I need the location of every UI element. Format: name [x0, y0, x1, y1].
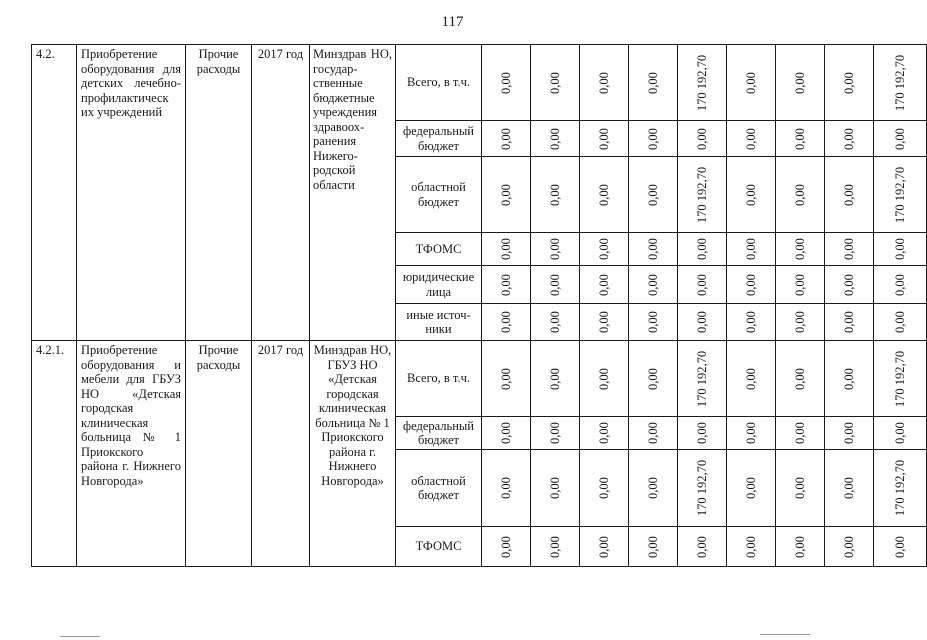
- amount-cell: [678, 45, 727, 121]
- amount-value: 0,00: [743, 183, 758, 206]
- table-row: [32, 341, 927, 417]
- amount-cell: [776, 233, 825, 266]
- amount-cell: [482, 450, 531, 527]
- amount-value: 0,00: [743, 535, 758, 558]
- table-row: [32, 45, 927, 121]
- amount-cell: [482, 304, 531, 341]
- amount-value: 0,00: [645, 477, 660, 499]
- amount-cell: [874, 266, 927, 304]
- amount-value: 0,00: [792, 71, 807, 94]
- amount-value: 0,00: [498, 535, 513, 558]
- amount-cell: [482, 233, 531, 266]
- amount-value: 0,00: [645, 535, 660, 558]
- amount-value: 0,00: [645, 127, 660, 150]
- amount-cell: [678, 233, 727, 266]
- amount-value: 0,00: [743, 238, 758, 260]
- amount-value: 0,00: [498, 71, 513, 94]
- amount-value: 0,00: [892, 238, 907, 260]
- budget-table: [31, 44, 927, 567]
- amount-cell: [629, 417, 678, 450]
- amount-cell: [531, 341, 580, 417]
- amount-cell: [825, 266, 874, 304]
- amount-cell: [776, 417, 825, 450]
- item-code: 4.2.1.: [32, 341, 77, 567]
- amount-value: 0,00: [547, 367, 562, 390]
- amount-cell: [874, 450, 927, 527]
- amount-cell: [482, 157, 531, 233]
- amount-cell: [874, 304, 927, 341]
- amount-cell: [482, 121, 531, 157]
- amount-cell: [825, 417, 874, 450]
- amount-value: 0,00: [547, 422, 562, 444]
- amount-cell: [629, 266, 678, 304]
- amount-value: 0,00: [596, 71, 611, 94]
- amount-value: 0,00: [498, 273, 513, 296]
- amount-cell: [825, 304, 874, 341]
- amount-value: 0,00: [792, 311, 807, 333]
- amount-value: 0,00: [596, 183, 611, 206]
- amount-value: 0,00: [547, 311, 562, 333]
- amount-value: 0,00: [841, 273, 856, 296]
- amount-cell: [580, 266, 629, 304]
- amount-value: 0,00: [596, 238, 611, 260]
- amount-value: 0,00: [498, 311, 513, 333]
- amount-cell: [874, 527, 927, 567]
- amount-cell: [678, 266, 727, 304]
- amount-cell: [580, 304, 629, 341]
- amount-value: 0,00: [645, 71, 660, 94]
- amount-cell: [580, 450, 629, 527]
- funding-source: областной бюджет: [396, 157, 482, 233]
- amount-cell: [580, 527, 629, 567]
- funding-source: юридические лица: [396, 266, 482, 304]
- amount-value: 0,00: [694, 311, 709, 333]
- amount-cell: [874, 45, 927, 121]
- amount-cell: [776, 341, 825, 417]
- funding-source: ТФОМС: [396, 527, 482, 567]
- amount-cell: [727, 417, 776, 450]
- amount-value: 0,00: [841, 367, 856, 390]
- amount-cell: [629, 233, 678, 266]
- amount-cell: [678, 417, 727, 450]
- amount-cell: [727, 527, 776, 567]
- amount-value: 0,00: [596, 127, 611, 150]
- amount-value: 0,00: [694, 238, 709, 260]
- amount-value: 0,00: [694, 127, 709, 150]
- amount-value: 0,00: [547, 273, 562, 296]
- amount-value: 0,00: [841, 535, 856, 558]
- amount-value: 0,00: [547, 71, 562, 94]
- funding-source: федеральный бюджет: [396, 417, 482, 450]
- amount-cell: [482, 341, 531, 417]
- page-number: 117: [441, 14, 464, 30]
- amount-cell: [825, 121, 874, 157]
- amount-cell: [874, 233, 927, 266]
- scan-artifact: [760, 634, 810, 635]
- amount-value: 0,00: [841, 127, 856, 150]
- funding-source: Всего, в т.ч.: [396, 341, 482, 417]
- amount-value: 0,00: [498, 238, 513, 260]
- amount-cell: [482, 417, 531, 450]
- amount-value: 0,00: [645, 422, 660, 444]
- amount-value: 170 192,70: [892, 166, 907, 223]
- amount-cell: [580, 341, 629, 417]
- amount-cell: [678, 304, 727, 341]
- amount-value: 0,00: [547, 238, 562, 260]
- amount-cell: [776, 121, 825, 157]
- amount-cell: [629, 157, 678, 233]
- amount-value: 0,00: [743, 367, 758, 390]
- amount-value: 0,00: [792, 367, 807, 390]
- amount-value: 0,00: [792, 273, 807, 296]
- scan-artifact: [60, 636, 100, 637]
- amount-value: 0,00: [498, 367, 513, 390]
- amount-value: 0,00: [892, 311, 907, 333]
- amount-cell: [482, 45, 531, 121]
- amount-cell: [531, 417, 580, 450]
- amount-cell: [531, 450, 580, 527]
- amount-cell: [776, 304, 825, 341]
- responsible-party: Минздрав НО, ГБУЗ НО «Детская городская клиническая больница № 1 Приокского района г. Нижнего Новгорода»: [310, 341, 396, 567]
- amount-cell: [825, 341, 874, 417]
- amount-value: 0,00: [841, 71, 856, 94]
- amount-value: 0,00: [841, 422, 856, 444]
- amount-cell: [678, 157, 727, 233]
- amount-cell: [531, 233, 580, 266]
- amount-value: 0,00: [498, 422, 513, 444]
- amount-cell: [776, 157, 825, 233]
- amount-cell: [727, 45, 776, 121]
- amount-cell: [531, 45, 580, 121]
- amount-cell: [825, 233, 874, 266]
- amount-cell: [531, 121, 580, 157]
- item-description: Приобретение оборудования и мебели для ГБУЗ НО «Детская городская клиническая больница № 1 Приокского района г. Нижнего Новгорода»: [77, 341, 186, 567]
- amount-value: 0,00: [547, 183, 562, 206]
- amount-cell: [629, 450, 678, 527]
- funding-source: Всего, в т.ч.: [396, 45, 482, 121]
- amount-cell: [727, 450, 776, 527]
- amount-value: 170 192,70: [892, 459, 907, 517]
- amount-value: 0,00: [547, 127, 562, 150]
- amount-value: 0,00: [792, 535, 807, 558]
- amount-cell: [482, 266, 531, 304]
- amount-value: 0,00: [596, 477, 611, 499]
- amount-value: 0,00: [498, 183, 513, 206]
- amount-cell: [874, 157, 927, 233]
- amount-cell: [727, 233, 776, 266]
- amount-value: 0,00: [645, 367, 660, 390]
- amount-value: 0,00: [792, 477, 807, 499]
- amount-cell: [727, 157, 776, 233]
- amount-cell: [629, 527, 678, 567]
- amount-value: 0,00: [892, 535, 907, 558]
- amount-value: 0,00: [892, 422, 907, 444]
- amount-cell: [629, 45, 678, 121]
- responsible-party: Минздрав НО, государ-ственные бюджетные учреждения здравоох-ранения Нижего-родской области: [310, 45, 396, 341]
- amount-value: 170 192,70: [892, 350, 907, 407]
- amount-value: 0,00: [743, 477, 758, 499]
- amount-value: 170 192,70: [694, 459, 709, 517]
- amount-cell: [727, 266, 776, 304]
- period-year: 2017 год: [252, 45, 310, 341]
- amount-value: 170 192,70: [694, 166, 709, 223]
- amount-cell: [825, 527, 874, 567]
- expense-category: Прочие расходы: [186, 45, 252, 341]
- amount-value: 0,00: [498, 127, 513, 150]
- amount-value: 0,00: [645, 311, 660, 333]
- amount-cell: [482, 527, 531, 567]
- amount-cell: [874, 121, 927, 157]
- amount-value: 170 192,70: [694, 54, 709, 111]
- amount-value: 0,00: [694, 422, 709, 444]
- amount-cell: [825, 45, 874, 121]
- item-description: Приобретение оборудования для детских лечебно-профилактическ их учреждений: [77, 45, 186, 341]
- amount-cell: [727, 304, 776, 341]
- amount-value: 0,00: [645, 273, 660, 296]
- amount-value: 0,00: [596, 422, 611, 444]
- amount-value: 0,00: [547, 477, 562, 499]
- amount-cell: [776, 266, 825, 304]
- amount-value: 0,00: [596, 311, 611, 333]
- amount-value: 0,00: [743, 311, 758, 333]
- item-code: 4.2.: [32, 45, 77, 341]
- amount-value: 0,00: [792, 238, 807, 260]
- amount-cell: [580, 45, 629, 121]
- amount-value: 0,00: [498, 477, 513, 499]
- amount-cell: [678, 527, 727, 567]
- amount-value: 0,00: [841, 477, 856, 499]
- amount-cell: [825, 157, 874, 233]
- amount-cell: [580, 121, 629, 157]
- amount-cell: [580, 157, 629, 233]
- expense-category: Прочие расходы: [186, 341, 252, 567]
- amount-cell: [531, 157, 580, 233]
- amount-value: 0,00: [596, 535, 611, 558]
- amount-value: 0,00: [694, 273, 709, 296]
- amount-cell: [727, 341, 776, 417]
- funding-source: ТФОМС: [396, 233, 482, 266]
- funding-source: иные источ-ники: [396, 304, 482, 341]
- amount-cell: [629, 304, 678, 341]
- amount-cell: [531, 266, 580, 304]
- funding-source: областной бюджет: [396, 450, 482, 527]
- amount-value: 0,00: [792, 183, 807, 206]
- amount-cell: [727, 121, 776, 157]
- amount-value: 0,00: [645, 238, 660, 260]
- amount-value: 0,00: [841, 238, 856, 260]
- amount-value: 0,00: [596, 273, 611, 296]
- amount-value: 0,00: [596, 367, 611, 390]
- period-year: 2017 год: [252, 341, 310, 567]
- amount-value: 0,00: [792, 422, 807, 444]
- amount-value: 0,00: [694, 535, 709, 558]
- amount-value: 170 192,70: [694, 350, 709, 407]
- amount-cell: [629, 341, 678, 417]
- amount-cell: [678, 341, 727, 417]
- amount-cell: [629, 121, 678, 157]
- amount-cell: [874, 417, 927, 450]
- amount-cell: [776, 450, 825, 527]
- amount-cell: [678, 121, 727, 157]
- funding-source: федеральный бюджет: [396, 121, 482, 157]
- amount-cell: [776, 45, 825, 121]
- amount-cell: [776, 527, 825, 567]
- amount-cell: [531, 304, 580, 341]
- amount-cell: [874, 341, 927, 417]
- amount-value: 0,00: [841, 311, 856, 333]
- amount-value: 0,00: [743, 422, 758, 444]
- amount-cell: [580, 233, 629, 266]
- amount-value: 0,00: [645, 183, 660, 206]
- amount-value: 0,00: [547, 535, 562, 558]
- amount-cell: [678, 450, 727, 527]
- amount-value: 0,00: [892, 127, 907, 150]
- amount-value: 0,00: [792, 127, 807, 150]
- amount-cell: [825, 450, 874, 527]
- amount-value: 0,00: [841, 183, 856, 206]
- amount-value: 0,00: [892, 273, 907, 296]
- amount-value: 0,00: [743, 127, 758, 150]
- amount-cell: [531, 527, 580, 567]
- amount-value: 0,00: [743, 71, 758, 94]
- amount-value: 0,00: [743, 273, 758, 296]
- amount-cell: [580, 417, 629, 450]
- amount-value: 170 192,70: [892, 54, 907, 111]
